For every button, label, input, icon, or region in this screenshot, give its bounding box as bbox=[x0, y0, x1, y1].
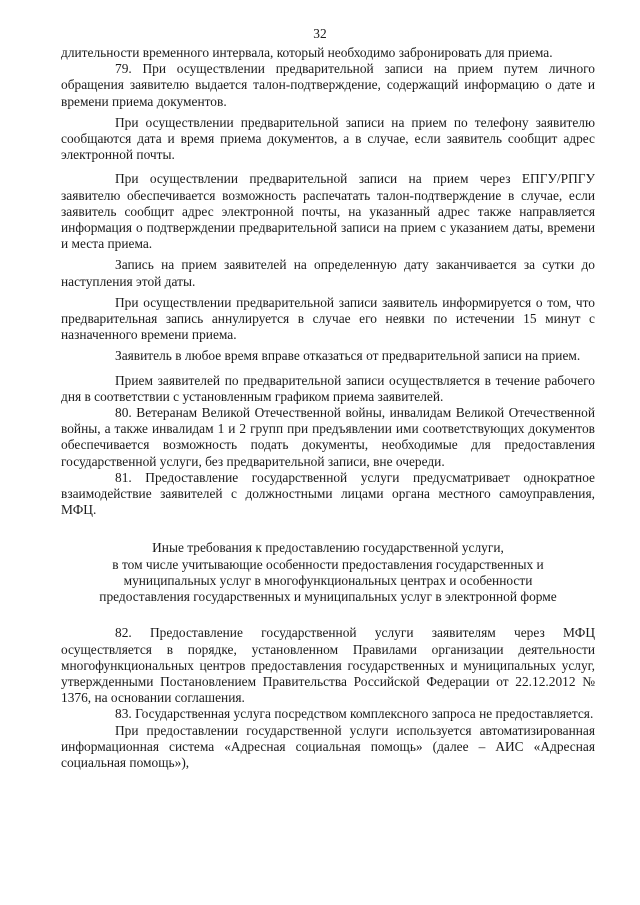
section-heading-line: муниципальных услуг в многофункциональных центрах и особенности bbox=[123, 572, 533, 588]
section-heading-line: Иные требования к предоставлению государственной услуги, bbox=[152, 540, 504, 556]
document-body bbox=[61, 45, 595, 771]
paragraph-79: 79. При осуществлении предварительной записи на прием путем личного обращения заявителю выдается талон-подтверждение, содержащий информацию о дате и времени приема документов. bbox=[61, 61, 595, 109]
paragraph-applicant-refusal: Заявитель в любое время вправе отказаться от предварительной записи на прием. bbox=[115, 348, 581, 364]
paragraph-reception-schedule: Прием заявителей по предварительной записи осуществляется в течение рабочего дня в соответствии с установленным графиком приема заявителей. bbox=[61, 372, 595, 404]
paragraph-booking-deadline: Запись на прием заявителей на определенную дату заканчивается за сутки до наступления этой даты. bbox=[61, 257, 595, 289]
paragraph-81: 81. Предоставление государственной услуги предусматривает однократное взаимодействие заявителей с должностными лицами органа местного самоуправления, МФЦ. bbox=[61, 469, 595, 518]
paragraph-phone-booking: При осуществлении предварительной записи на прием по телефону заявителю сообщаются дата и время приема документов, а в случае, если заявитель сообщит адрес электронной почты. bbox=[61, 114, 595, 163]
section-heading-line: в том числе учитывающие особенности предоставления государственных и bbox=[112, 556, 544, 572]
paragraph-booking-cancellation: При осуществлении предварительной записи заявитель информируется о том, что предварительная запись аннулируется в случае его неявки по истечении 15 минут с назначенного времени приема. bbox=[61, 294, 595, 343]
paragraph-80: 80. Ветеранам Великой Отечественной войны, инвалидам Великой Отечественной войны, а также инвалидам 1 и 2 групп при предъявлении ими соответствующих документов обеспечивается возможность подать документы, необходимые для предоставления государственной услуги, без предварительной записи, вне очереди. bbox=[61, 405, 595, 469]
page-number: 32 bbox=[313, 26, 327, 41]
paragraph-ais-system: При предоставлении государственной услуги используется автоматизированная информационная система «Адресная социальная помощь» (далее – АИС «Адресная социальная помощь»), bbox=[61, 722, 595, 770]
paragraph-continuation: длительности временного интервала, который необходимо забронировать для приема. bbox=[61, 45, 553, 60]
paragraph-83: 83. Государственная услуга посредством комплексного запроса не предоставляется. bbox=[115, 706, 594, 722]
section-heading bbox=[61, 540, 595, 605]
paragraph-82: 82. Предоставление государственной услуги заявителям через МФЦ осуществляется в порядке, установленном Правилами организации деятельности многофункциональных центров предоставления государственных и муниципальных услуг, утвержденными Постановлением Правительства Российской Федерации от 22.12.2012 № 1376, на основании соглашения. bbox=[61, 625, 595, 706]
paragraph-epgu-booking: При осуществлении предварительной записи на прием через ЕПГУ/РПГУ заявителю обеспечивается возможность распечатать талон-подтверждение в случае, если заявитель сообщит адрес электронной почты, на указанный адрес также направляется информация о подтверждении предварительной записи на прием с указанием даты, времени и места приема. bbox=[61, 171, 595, 252]
section-heading-line: предоставления государственных и муниципальных услуг в электронной форме bbox=[99, 589, 557, 605]
